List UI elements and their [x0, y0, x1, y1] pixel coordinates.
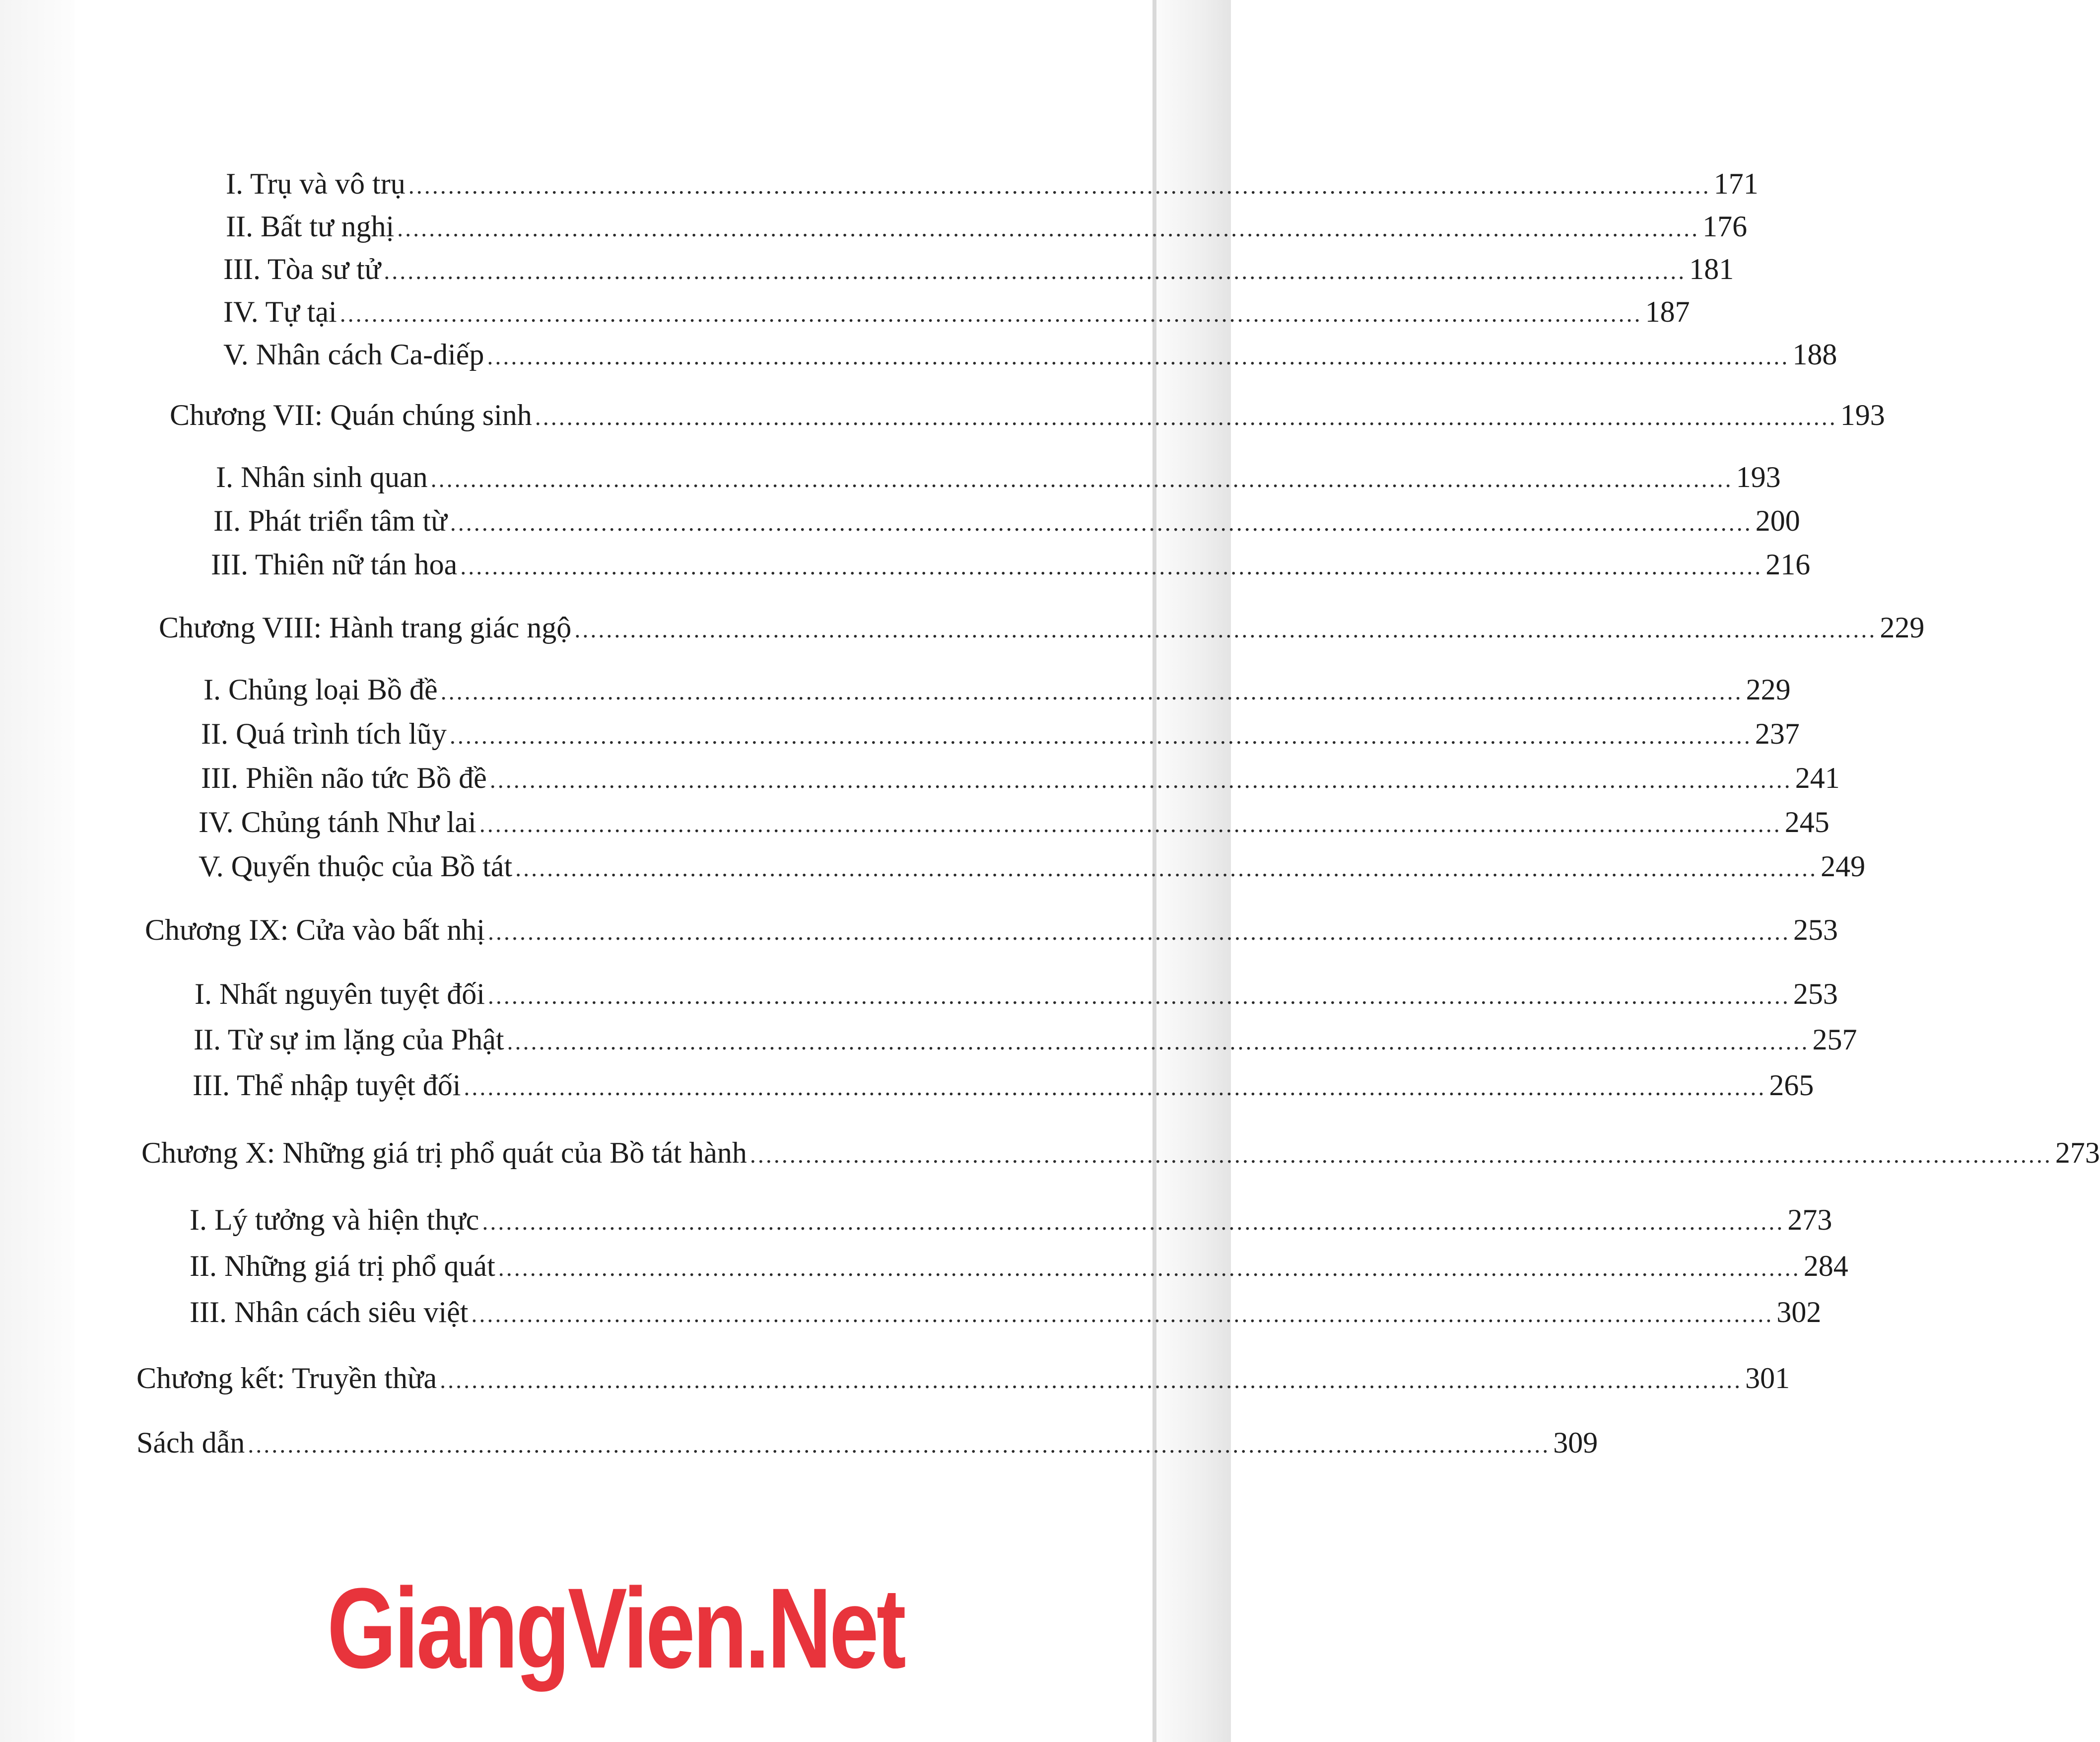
dot-leader: .................................................................................................................................................................... [749, 1142, 2052, 1168]
toc-section-line [223, 251, 1734, 287]
dot-leader: .................................................................................................................................................................... [535, 404, 1837, 430]
toc-page-number: 273 [2055, 1136, 2100, 1169]
toc-page-number: 188 [1792, 338, 1837, 371]
toc-section-line [199, 804, 1829, 840]
toc-section-line [194, 1022, 1857, 1057]
dot-leader: .................................................................................................................................................................... [408, 173, 1711, 199]
toc-entry-label: II. Quá trình tích lũy [201, 717, 447, 750]
dot-leader: .................................................................................................................................................................... [515, 855, 1818, 882]
dot-leader: .................................................................................................................................................................... [430, 466, 1733, 492]
toc-entry-label: II. Từ sự im lặng của Phật [194, 1023, 504, 1056]
toc-chapter-line [145, 912, 1838, 948]
toc-section-line [226, 166, 1759, 202]
toc-page-number: 257 [1812, 1023, 1857, 1056]
toc-section-line [190, 1248, 1848, 1284]
toc-page-number: 229 [1746, 673, 1791, 706]
toc-chapter-line [136, 1360, 1790, 1396]
toc-entry-label: I. Nhất nguyên tuyệt đối [195, 977, 485, 1010]
toc-section-line [226, 209, 1748, 244]
dot-leader: .................................................................................................................................................................... [489, 767, 1792, 793]
toc-section-line [201, 716, 1800, 752]
dot-leader: .................................................................................................................................................................... [339, 301, 1642, 327]
scan-left-margin [0, 0, 74, 1742]
toc-page-number: 241 [1795, 762, 1840, 794]
dot-leader: .................................................................................................................................................................... [464, 1074, 1766, 1101]
toc-chapter-line [136, 1425, 1598, 1461]
toc-entry-label: III. Nhân cách siêu việt [190, 1296, 469, 1328]
toc-page-number: 200 [1755, 504, 1800, 537]
toc-chapter-line [170, 397, 1885, 433]
toc-page-number: 193 [1840, 399, 1885, 431]
toc-section-line [190, 1202, 1832, 1238]
toc-section-line [216, 459, 1781, 495]
toc-section-line [199, 848, 1866, 884]
toc-entry-label: I. Lý tưởng và hiện thực [190, 1203, 479, 1236]
dot-leader: .................................................................................................................................................................... [479, 811, 1782, 837]
toc-section-line [223, 337, 1837, 372]
toc-section-line [213, 503, 1800, 539]
toc-entry-label: II. Bất tư nghị [226, 210, 395, 243]
toc-page-number: 237 [1755, 717, 1800, 750]
toc-section-line [190, 1294, 1822, 1330]
toc-entry-label: Chương VIII: Hành trang giác ngộ [159, 611, 572, 644]
toc-page-number: 309 [1553, 1426, 1598, 1459]
toc-page-number: 302 [1776, 1296, 1822, 1328]
toc-section-line [193, 1067, 1814, 1103]
toc-page-number: 171 [1713, 167, 1759, 200]
toc-section-line [223, 294, 1690, 330]
toc-entry-label: I. Trụ và vô trụ [226, 167, 406, 200]
dot-leader: .................................................................................................................................................................... [507, 1029, 1810, 1055]
dot-leader: .................................................................................................................................................................... [487, 983, 1790, 1009]
dot-leader: .................................................................................................................................................................... [460, 554, 1763, 580]
toc-entry-label: Chương kết: Truyền thừa [136, 1362, 437, 1394]
toc-page-number: 193 [1736, 461, 1781, 493]
toc-page-number: 216 [1765, 548, 1811, 581]
toc-entry-label: Chương IX: Cửa vào bất nhị [145, 913, 485, 946]
toc-entry-label: II. Những giá trị phổ quát [190, 1250, 495, 1282]
dot-leader: .................................................................................................................................................................... [487, 344, 1790, 370]
dot-leader: .................................................................................................................................................................... [471, 1301, 1774, 1327]
dot-leader: .................................................................................................................................................................... [482, 1209, 1785, 1235]
toc-entry-label: IV. Tự tại [223, 295, 337, 328]
toc-entry-label: III. Tòa sư tử [223, 253, 381, 285]
toc-entry-label: I. Chủng loại Bồ đề [203, 673, 438, 706]
toc-page-number: 229 [1880, 611, 1925, 644]
toc-entry-label: V. Quyến thuộc của Bồ tát [199, 850, 513, 883]
toc-section-line [203, 672, 1791, 707]
dot-leader: .................................................................................................................................................................... [574, 617, 1877, 643]
toc-entry-label: Sách dẫn [136, 1426, 245, 1459]
dot-leader: .................................................................................................................................................................... [384, 258, 1687, 284]
toc-chapter-line [141, 1135, 2100, 1171]
toc-entry-label: Chương VII: Quán chúng sinh [170, 399, 532, 431]
dot-leader: .................................................................................................................................................................... [248, 1432, 1551, 1458]
toc-section-line [211, 547, 1811, 582]
toc-page-number: 249 [1821, 850, 1866, 883]
toc-entry-label: III. Phiền não tức Bồ đề [201, 762, 487, 794]
toc-section-line [201, 760, 1840, 796]
toc-entry-label: I. Nhân sinh quan [216, 461, 428, 493]
toc-entry-label: III. Thể nhập tuyệt đối [193, 1069, 461, 1102]
toc-page-number: 181 [1689, 253, 1734, 285]
toc-page-number: 187 [1645, 295, 1690, 328]
toc-chapter-line [159, 610, 1925, 645]
dot-leader: .................................................................................................................................................................... [488, 919, 1791, 945]
toc-section-line [195, 976, 1838, 1012]
watermark-text: GiangVien.Net [327, 1564, 904, 1692]
dot-leader: .................................................................................................................................................................... [440, 679, 1743, 705]
toc-page-number: 245 [1784, 806, 1829, 838]
toc-page-number: 253 [1793, 977, 1838, 1010]
dot-leader: .................................................................................................................................................................... [440, 1367, 1743, 1394]
toc-entry-label: II. Phát triển tâm từ [213, 504, 447, 537]
toc-page-number: 284 [1803, 1250, 1848, 1282]
toc-entry-label: Chương X: Những giá trị phổ quát của Bồ tát hành [141, 1136, 747, 1169]
toc-entry-label: V. Nhân cách Ca-diếp [223, 338, 484, 371]
toc-page-number: 273 [1787, 1203, 1832, 1236]
toc-page-number: 301 [1745, 1362, 1790, 1394]
toc-entry-label: III. Thiên nữ tán hoa [211, 548, 458, 581]
dot-leader: .................................................................................................................................................................... [450, 510, 1753, 536]
toc-page-number: 176 [1702, 210, 1748, 243]
dot-leader: .................................................................................................................................................................... [449, 723, 1752, 749]
toc-page-number: 265 [1769, 1069, 1814, 1102]
dot-leader: .................................................................................................................................................................... [397, 215, 1700, 242]
toc-page-number: 253 [1793, 913, 1838, 946]
dot-leader: .................................................................................................................................................................... [498, 1255, 1801, 1281]
toc-entry-label: IV. Chủng tánh Như lai [199, 806, 476, 838]
